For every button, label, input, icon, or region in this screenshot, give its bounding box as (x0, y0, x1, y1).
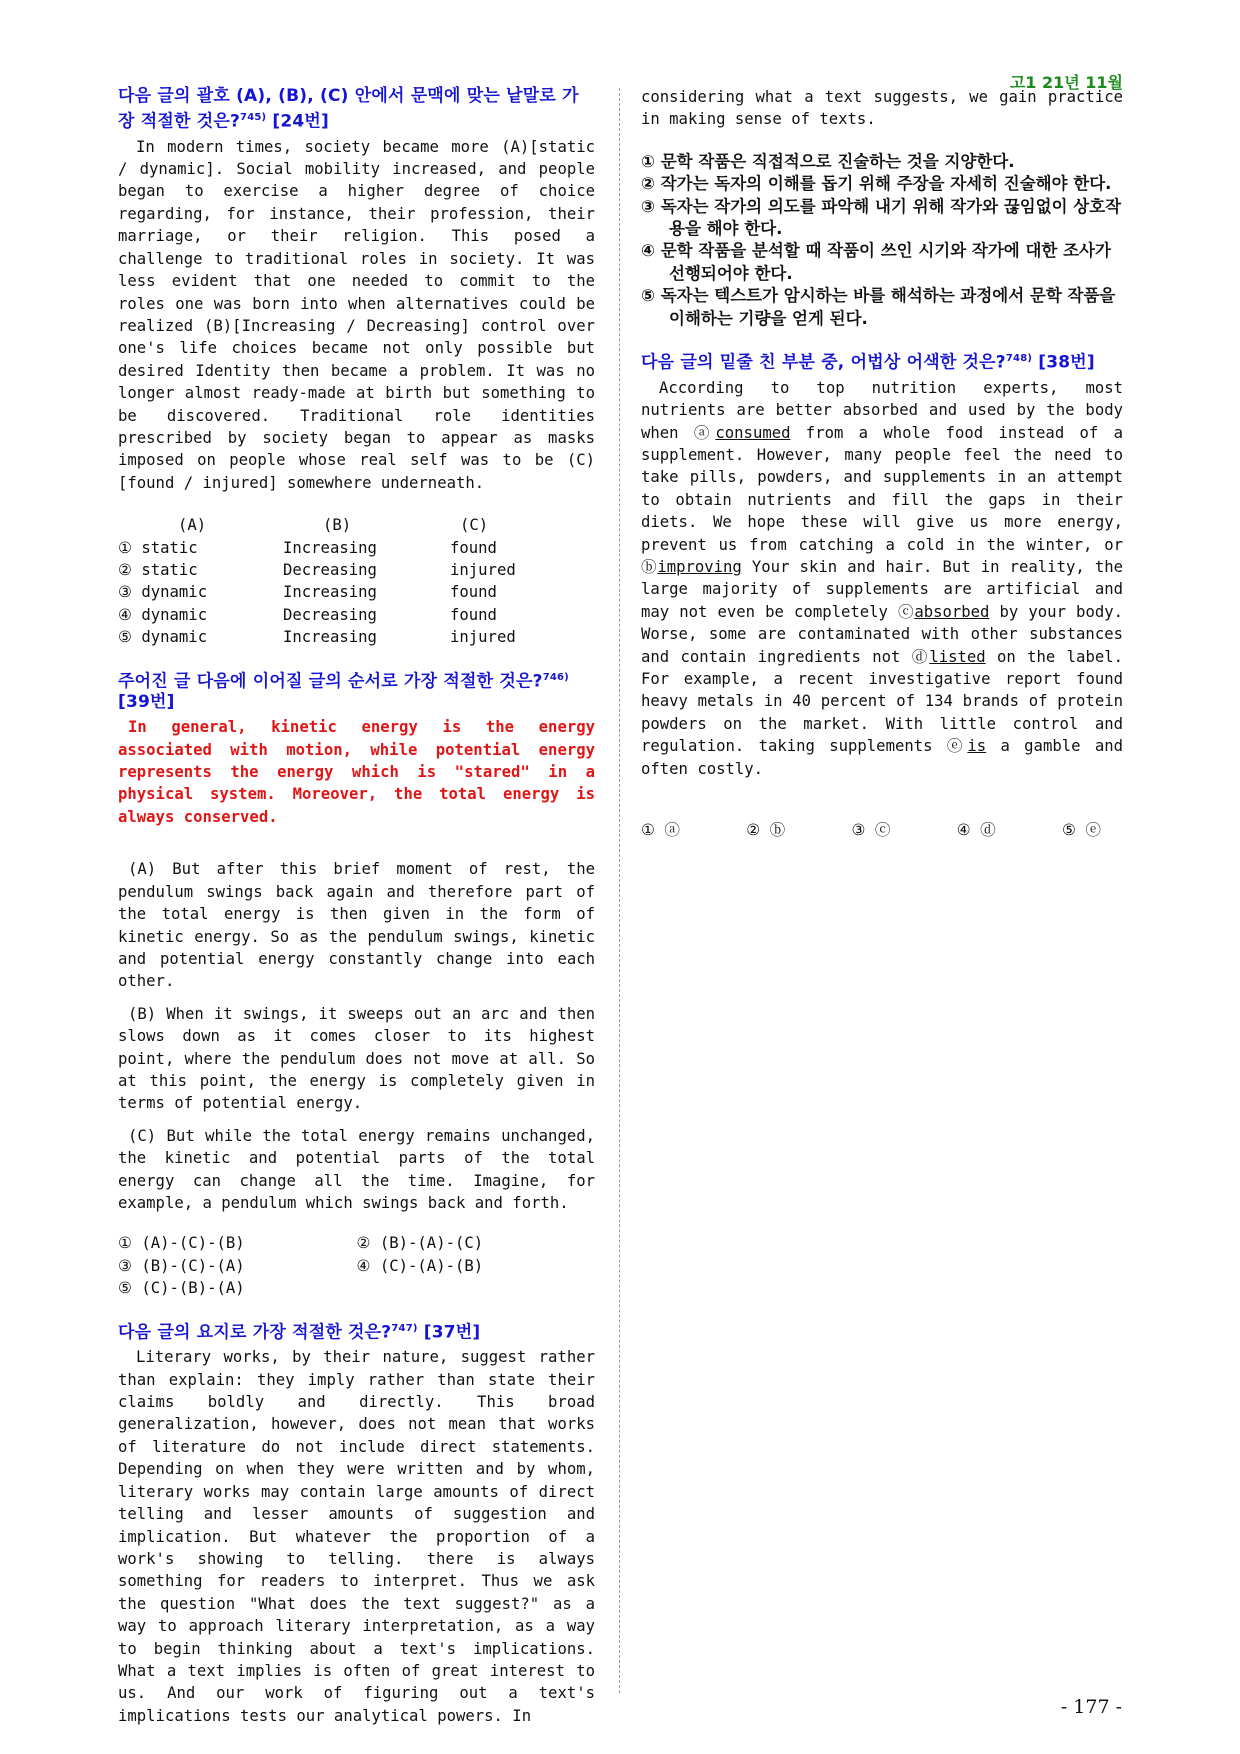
option-2[interactable]: ② ⓑ (746, 821, 786, 840)
option-c: injured (450, 628, 516, 647)
page-number: - 177 - (1060, 1696, 1122, 1718)
question-title-text: 다음 글의 요지로 가장 적절한 것은? (118, 1322, 392, 1343)
footnote-ref: 746) (542, 671, 569, 683)
underlined-e: is (967, 737, 987, 756)
option-b: Increasing (283, 538, 377, 557)
option-3[interactable]: ③ (B)-(C)-(A) (118, 1256, 245, 1275)
column-c-header: (C) (460, 516, 489, 535)
option-c: found (450, 538, 497, 557)
underlined-c: absorbed (914, 602, 990, 621)
question-title-text: 주어진 글 다음에 이어질 글의 순서로 가장 적절한 것은? (118, 671, 543, 692)
question-746-paragraph-a: (A) But after this brief moment of rest, the pendulum swings back again and therefore part of the total energy is then given in the form of kinetic energy. So as the pendulum swings, kinetic and potential energy constantly change into each other. (118, 860, 595, 991)
question-746-paragraph-b: (B) When it swings, it sweeps out an arc and then slows down as it comes closer to its highest point, where the pendulum does not move at all. So at this point, the energy is completely given in terms of potential energy. (118, 1004, 595, 1113)
question-746-given-text: In general, kinetic energy is the energy associated with motion, while potential energy represents the energy which is "stared" in a physical system. Moreover, the total energy is always conserved. (118, 718, 595, 826)
option-row[interactable] (118, 537, 595, 559)
option-4[interactable]: ④ 문학 작품을 분석할 때 작품이 쓰인 시기와 작가에 대한 조사가 선행되어야 한다. (641, 241, 1111, 283)
option-4[interactable]: ④ ⓓ (956, 821, 996, 840)
option-a: ① static (118, 538, 198, 557)
option-a: ⑤ dynamic (118, 628, 208, 647)
option-5[interactable]: ⑤ 독자는 텍스트가 암시하는 바를 해석하는 과정에서 문학 작품을 이해하는 기량을 얻게 된다. (641, 286, 1116, 328)
option-c: found (450, 583, 497, 602)
option-b: Decreasing (283, 605, 377, 624)
option-5[interactable]: ⑤ ⓔ (1062, 821, 1101, 840)
option-4[interactable]: ④ (C)-(A)-(B) (356, 1256, 484, 1275)
question-746-title (118, 667, 595, 714)
option-3[interactable]: ③ ⓒ (851, 821, 891, 840)
question-number: [38번] (1032, 352, 1095, 373)
question-747-options (641, 151, 1123, 330)
question-number: [37번] (417, 1322, 481, 1343)
option-b: Increasing (283, 583, 377, 602)
option-row[interactable] (118, 604, 595, 626)
option-b: Decreasing (283, 560, 377, 579)
option-a: ③ dynamic (118, 583, 208, 602)
question-title-text: 다음 글의 괄호 (A), (B), (C) 안에서 문맥에 맞는 낱말로 가장 적절한 것은? (118, 86, 579, 132)
question-747-passage-continued: considering what a text suggests, we gain practice in making sense of texts. (641, 88, 1123, 129)
option-2[interactable]: ② (B)-(A)-(C) (356, 1234, 484, 1253)
footnote-ref: 748) (1005, 353, 1033, 365)
option-b: Increasing (283, 628, 377, 647)
option-row[interactable] (118, 559, 595, 581)
exam-header-label: 고1 21년 11월 (1009, 73, 1123, 92)
left-column (118, 86, 595, 1727)
question-745-options (118, 514, 595, 648)
option-2[interactable]: ② 작가는 독자의 이해를 돕기 위해 주장을 자세히 진술해야 한다. (641, 174, 1112, 194)
option-c: found (450, 605, 497, 624)
underlined-d: listed (929, 647, 986, 666)
option-row[interactable] (118, 626, 595, 648)
column-divider (619, 88, 620, 1693)
underlined-b: improving (657, 557, 742, 576)
question-748-options (641, 818, 1101, 840)
column-b-header: (B) (323, 516, 352, 535)
options-header-row (118, 514, 595, 536)
option-1[interactable]: ① ⓐ (641, 821, 680, 840)
question-number: [24번] (266, 111, 330, 132)
footnote-ref: 745) (240, 112, 267, 123)
option-row[interactable] (118, 581, 595, 603)
question-745-passage: In modern times, society became more (A)[static / dynamic]. Social mobility increased, and people began to exercise a higher degree of choice regarding, for instance, their profession, their marriage, or their religion. This posed a challenge to traditional roles in society. It was less evident that one needed to commit to the roles one was born into when alternatives could be realized (B)[Increasing / Decreasing] control over one's life choices became not only possible but desired Identity then became a problem. It was no longer almost ready-made at birth but something to be discovered. Traditional role identities prescribed by society began to appear as masks imposed on people whose real self was to be (C)[found / injured] somewhere underneath. (118, 137, 595, 492)
question-747-passage: Literary works, by their nature, suggest rather than explain: they imply rather than state their claims boldly and directly. This broad generalization, however, does not mean that works of literature do not include direct statements. Depending on when they were written and by whom, literary works may contain large amounts of direct telling and lesser amounts of suggestion and implication. But whatever the proportion of a work's showing to telling. there is always something for readers to interpret. Thus we ask the question "What does the text suggest?" as a way to approach literary interpretation, as a way to begin thinking about a text's implications. What a text implies is often of great interest to us. And our work of figuring out a text's implications tests our analytical powers. In (118, 1348, 595, 1725)
question-748-title (641, 348, 1123, 374)
column-a-header: (A) (178, 516, 207, 535)
question-number: [39번] (118, 692, 175, 713)
question-746-paragraph-c: (C) But while the total energy remains unchanged, the kinetic and potential parts of the total energy can change all the time. Imagine, for example, a pendulum which swings back and forth. (118, 1126, 595, 1212)
option-5[interactable]: ⑤ (C)-(B)-(A) (118, 1279, 245, 1298)
footnote-ref: 747) (391, 1322, 418, 1334)
question-745-title (118, 86, 595, 133)
underlined-a: consumed (715, 423, 791, 442)
option-a: ② static (118, 560, 198, 579)
question-title-text: 다음 글의 밑줄 친 부분 중, 어법상 어색한 것은? (641, 352, 1006, 373)
right-column (641, 86, 1123, 840)
option-c: injured (450, 560, 516, 579)
option-3[interactable]: ③ 독자는 작가의 의도를 파악해 내기 위해 작가와 끊임없이 상호작용을 해야 한다. (641, 196, 1122, 239)
option-a: ④ dynamic (118, 605, 208, 624)
question-746-options (118, 1232, 595, 1299)
option-1[interactable]: ① 문학 작품은 직접적으로 진술하는 것을 지양한다. (641, 151, 1015, 171)
option-1[interactable]: ① (A)-(C)-(B) (118, 1234, 245, 1253)
question-747-title (118, 1318, 595, 1344)
question-748-passage: According to top nutrition experts, most nutrients are better absorbed and used by the body when ⓐconsumed from a whole food instead of a supplement. However, many people feel the need to take pills, powders, and supplements in an attempt to obtain nutrients and fill the gaps in their diets. We hope these will give us more energy, prevent us from catching a cold in the winter, or ⓑimproving Your skin and hair. But in reality, the large majority of supplements are artificial and may not even be completely ⓒabsorbed by your body. Worse, some are contaminated with other substances and contain ingredients not ⓓlisted on the label. For example, a recent investigative report found heavy metals in 40 percent of 134 brands of protein powders on the market. With little control and regulation. taking supplements ⓔis a gamble and often costly. (641, 378, 1123, 778)
